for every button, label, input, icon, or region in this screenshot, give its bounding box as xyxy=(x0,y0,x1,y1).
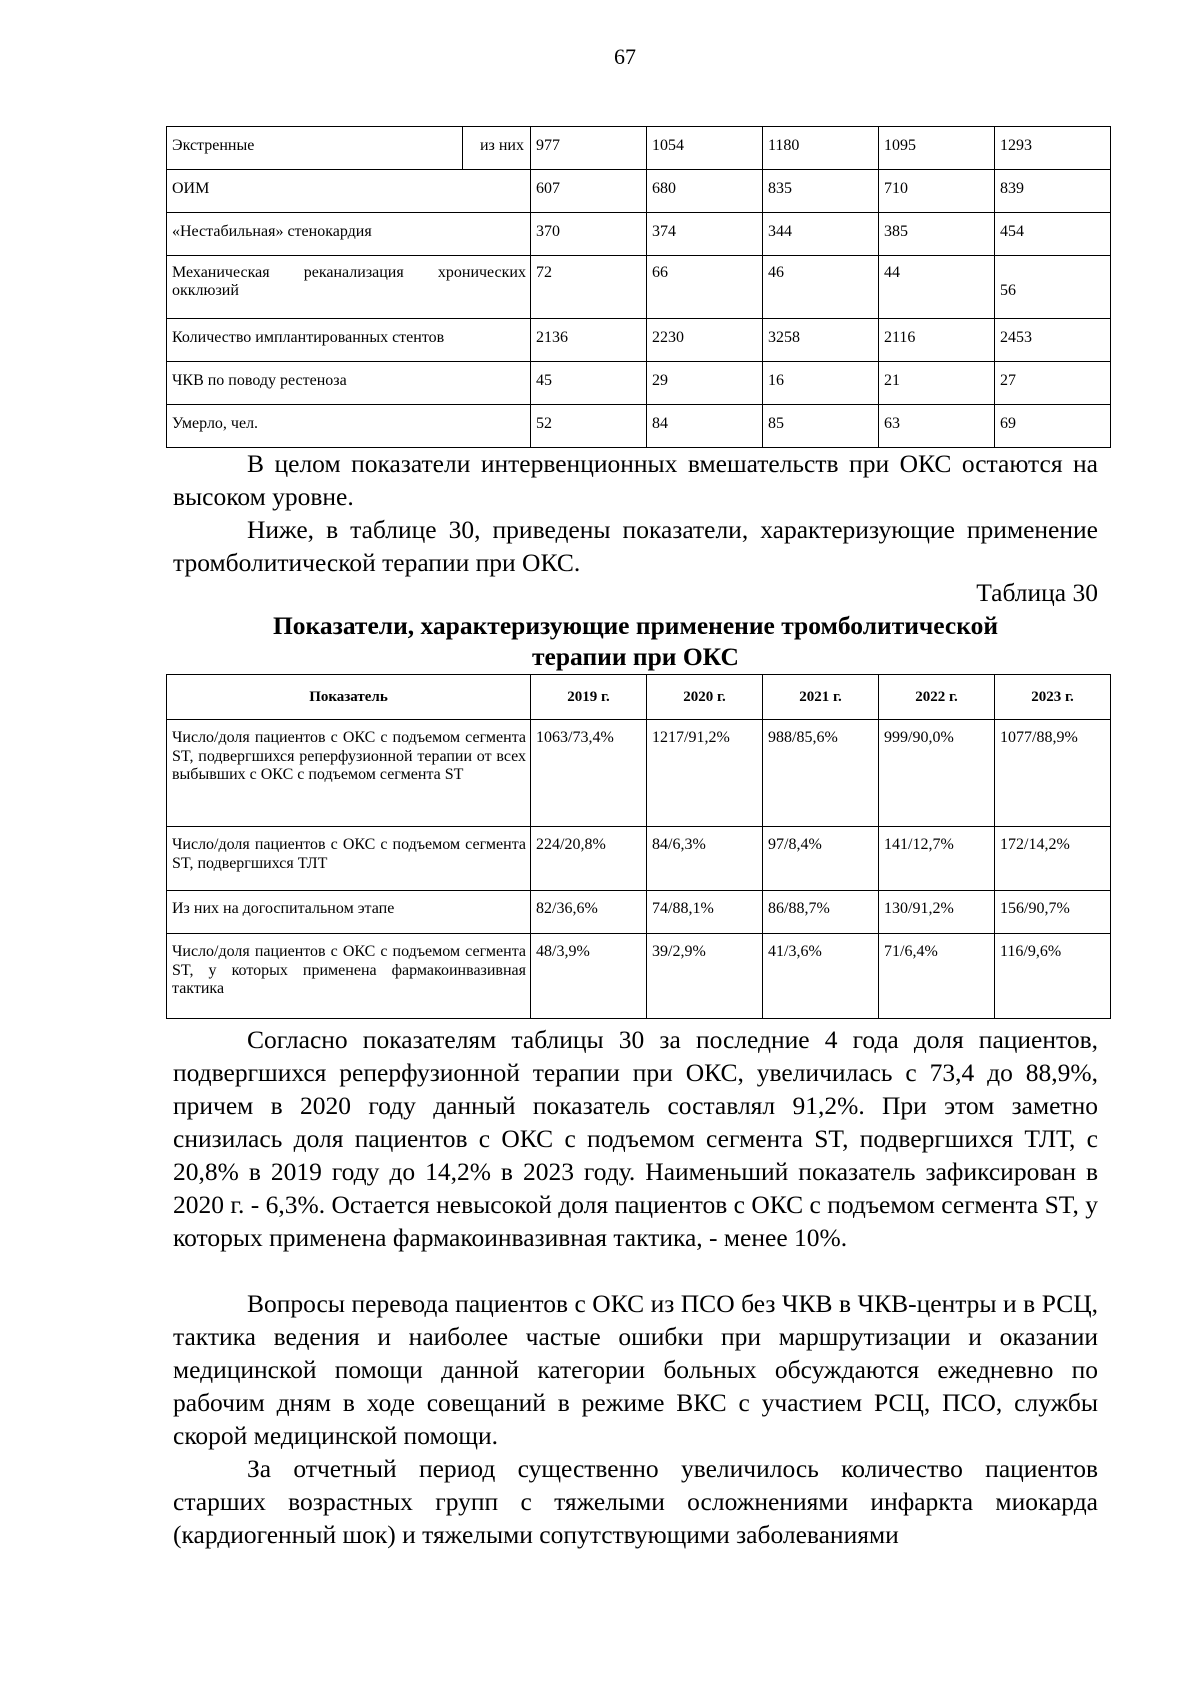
cell: 46 xyxy=(763,256,879,319)
table-row xyxy=(167,170,1111,213)
cell: 2453 xyxy=(995,319,1111,362)
cell: 86/88,7% xyxy=(763,891,879,934)
cell: 69 xyxy=(995,405,1111,448)
cell: 74/88,1% xyxy=(647,891,763,934)
cell: 1054 xyxy=(647,127,763,170)
cell: 85 xyxy=(763,405,879,448)
table-title-line2: терапии при ОКС xyxy=(532,642,739,671)
column-header: Показатель xyxy=(167,675,531,720)
table-row xyxy=(167,934,1111,1019)
table-caption: Таблица 30 xyxy=(976,578,1098,607)
cell: 97/8,4% xyxy=(763,827,879,891)
cell: 16 xyxy=(763,362,879,405)
table-header-row xyxy=(167,675,1111,720)
cell: 44 xyxy=(879,256,995,319)
table-row xyxy=(167,213,1111,256)
cell: 1180 xyxy=(763,127,879,170)
paragraph-reporting-period: За отчетный период существенно увеличилось количество пациентов старших возрастных групп с тяжелыми осложнениями инфаркта миокарда (кардиогенный шок) и тяжелыми сопутствующими заболеваниями xyxy=(173,1454,1098,1549)
cell: 27 xyxy=(995,362,1111,405)
cell: 1095 xyxy=(879,127,995,170)
paragraph-intro-table30: Ниже, в таблице 30, приведены показатели, характеризующие применение тромболитической терапии при ОКС. xyxy=(173,515,1098,577)
cell: 48/3,9% xyxy=(531,934,647,1019)
table-row xyxy=(167,127,1111,170)
row-label: Механическая реканализация хронических окклюзий xyxy=(167,256,531,319)
thrombolytic-table xyxy=(166,674,1111,1019)
row-label: Число/доля пациентов с ОКС с подъемом сегмента ST, подвергшихся реперфузионной терапии от всех выбывших с ОКС с подъемом сегмента ST xyxy=(167,720,531,827)
cell: 45 xyxy=(531,362,647,405)
cell: 344 xyxy=(763,213,879,256)
cell: 988/85,6% xyxy=(763,720,879,827)
row-label: Число/доля пациентов с ОКС с подъемом сегмента ST, подвергшихся ТЛТ xyxy=(167,827,531,891)
cell: 374 xyxy=(647,213,763,256)
cell: 29 xyxy=(647,362,763,405)
cell: 72 xyxy=(531,256,647,319)
paragraph-routing: Вопросы перевода пациентов с ОКС из ПСО без ЧКВ в ЧКВ-центры и в РСЦ, тактика ведения и наиболее частые ошибки при маршрутизации и оказании медицинской помощи данной категории больных обсуждаются ежедневно по рабочим дням в ходе совещаний в режиме ВКС с участием РСЦ, ПСО, службы скорой медицинской помощи. xyxy=(173,1289,1098,1450)
cell: 3258 xyxy=(763,319,879,362)
cell: 1077/88,9% xyxy=(995,720,1111,827)
cell: 977 xyxy=(531,127,647,170)
cell: 2136 xyxy=(531,319,647,362)
row-sublabel: из них xyxy=(463,127,531,170)
column-header: 2021 г. xyxy=(763,675,879,720)
table-row xyxy=(167,891,1111,934)
cell: 52 xyxy=(531,405,647,448)
row-label: Количество имплантированных стентов xyxy=(167,319,531,362)
cell: 130/91,2% xyxy=(879,891,995,934)
cell: 454 xyxy=(995,213,1111,256)
cell: 66 xyxy=(647,256,763,319)
cell: 1217/91,2% xyxy=(647,720,763,827)
cell: 2230 xyxy=(647,319,763,362)
cell: 56 xyxy=(995,256,1111,319)
table-title-line1: Показатели, характеризующие применение тромболитической xyxy=(272,611,999,640)
column-header: 2022 г. xyxy=(879,675,995,720)
row-label: ОИМ xyxy=(167,170,531,213)
row-label: «Нестабильная» стенокардия xyxy=(167,213,531,256)
table-row xyxy=(167,405,1111,448)
row-label: Умерло, чел. xyxy=(167,405,531,448)
column-header: 2020 г. xyxy=(647,675,763,720)
cell: 710 xyxy=(879,170,995,213)
paragraph-analysis: Согласно показателям таблицы 30 за последние 4 года доля пациентов, подвергшихся реперфузионной терапии при ОКС, увеличилась с 73,4 до 88,9%, причем в 2020 году данный показатель составлял 91,2%. При этом заметно снизилась доля пациентов с ОКС с подъемом сегмента ST, подвергшихся ТЛТ, с 20,8% в 2019 году до 14,2% в 2023 году. Наименьший показатель зафиксирован в 2020 г. - 6,3%. Остается невысокой доля пациентов с ОКС с подъемом сегмента ST, у которых применена фармакоинвазивная тактика, - менее 10%. xyxy=(173,1025,1098,1252)
cell: 21 xyxy=(879,362,995,405)
cell: 370 xyxy=(531,213,647,256)
column-header: 2019 г. xyxy=(531,675,647,720)
page-number: 67 xyxy=(614,44,636,69)
table-title xyxy=(173,610,1098,672)
cell: 224/20,8% xyxy=(531,827,647,891)
column-header: 2023 г. xyxy=(995,675,1111,720)
cell: 39/2,9% xyxy=(647,934,763,1019)
row-label: Экстренные xyxy=(167,127,463,170)
cell: 835 xyxy=(763,170,879,213)
cell: 1293 xyxy=(995,127,1111,170)
cell: 41/3,6% xyxy=(763,934,879,1019)
table-row xyxy=(167,319,1111,362)
cell: 84/6,3% xyxy=(647,827,763,891)
cell: 680 xyxy=(647,170,763,213)
cell: 999/90,0% xyxy=(879,720,995,827)
paragraph-summary: В целом показатели интервенционных вмешательств при ОКС остаются на высоком уровне. xyxy=(173,449,1098,511)
cell: 839 xyxy=(995,170,1111,213)
interventions-table xyxy=(166,126,1111,448)
cell: 2116 xyxy=(879,319,995,362)
cell: 141/12,7% xyxy=(879,827,995,891)
cell: 71/6,4% xyxy=(879,934,995,1019)
table-row xyxy=(167,720,1111,827)
table-row xyxy=(167,256,1111,319)
cell: 172/14,2% xyxy=(995,827,1111,891)
cell: 63 xyxy=(879,405,995,448)
cell: 1063/73,4% xyxy=(531,720,647,827)
cell: 156/90,7% xyxy=(995,891,1111,934)
row-label: ЧКВ по поводу рестеноза xyxy=(167,362,531,405)
cell: 607 xyxy=(531,170,647,213)
table-row xyxy=(167,827,1111,891)
cell: 82/36,6% xyxy=(531,891,647,934)
row-label: Число/доля пациентов с ОКС с подъемом сегмента ST, у которых применена фармакоинвазивная тактика xyxy=(167,934,531,1019)
cell: 116/9,6% xyxy=(995,934,1111,1019)
row-label: Из них на догоспитальном этапе xyxy=(167,891,531,934)
table-row xyxy=(167,362,1111,405)
cell: 84 xyxy=(647,405,763,448)
cell: 385 xyxy=(879,213,995,256)
